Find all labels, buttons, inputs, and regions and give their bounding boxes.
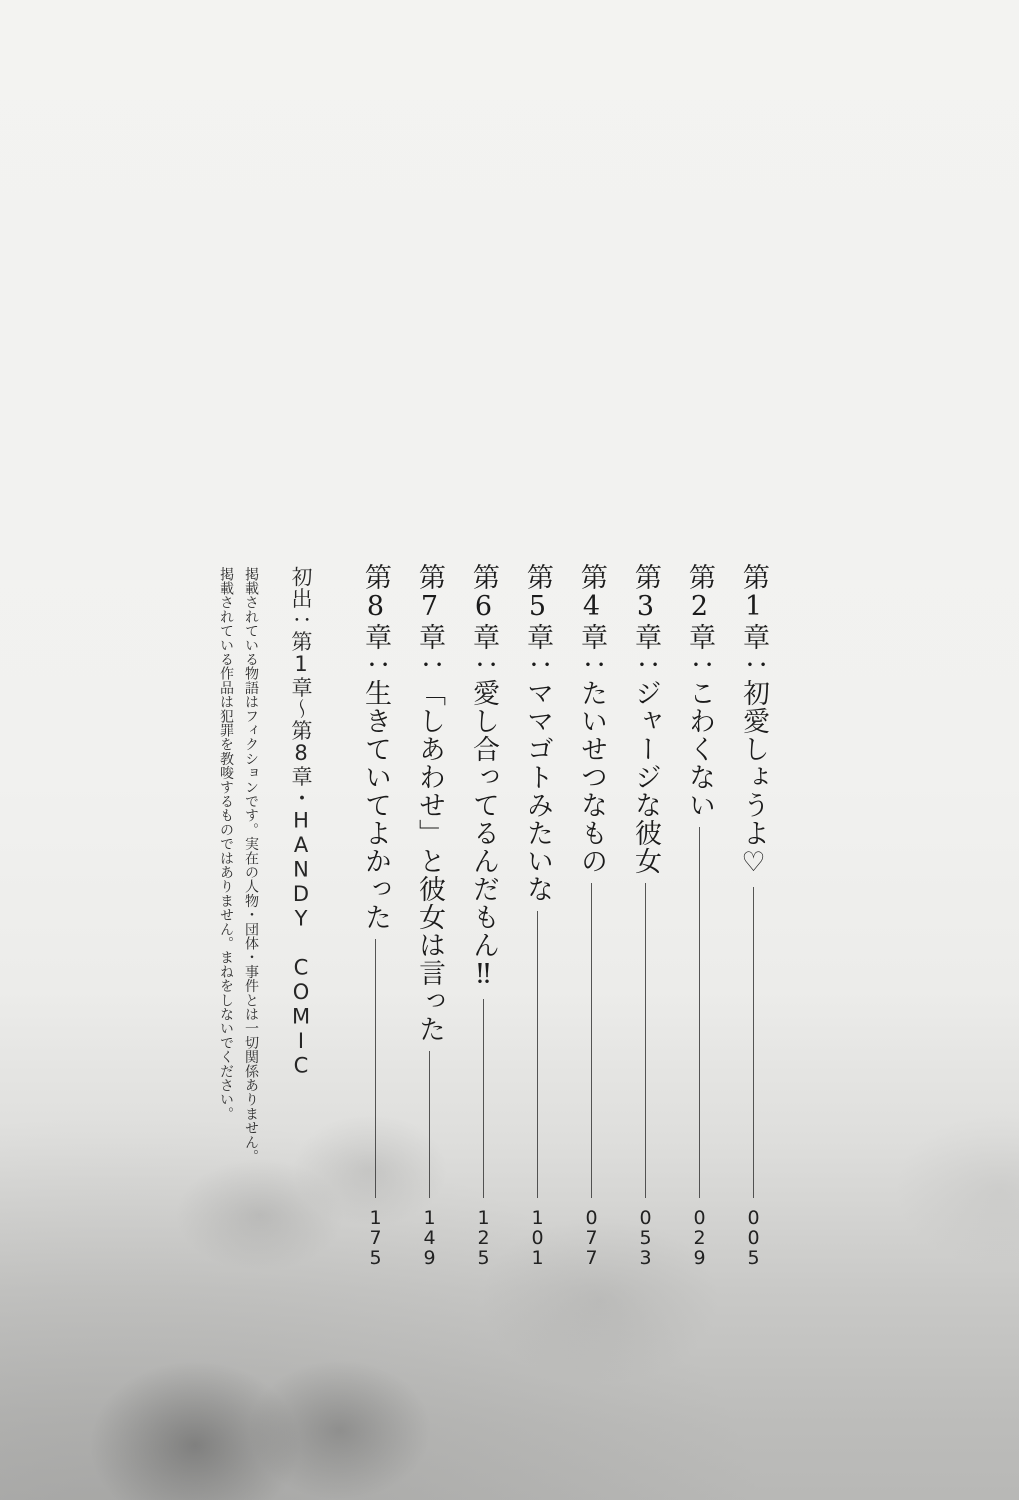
chapter-title: 第8章：生きていてよかった [360, 563, 391, 931]
chapter-title: 第6章：愛し合ってるんだもん‼ [468, 563, 499, 991]
leader-line [645, 883, 647, 1198]
first-publication-note: 初出：第1章～第8章・HANDY COMIC [289, 566, 313, 1078]
disclaimer-fiction: 掲載されている物語はフィクションです。実在の人物・団体・事件とは一切関係ありません。 [243, 567, 259, 1164]
page-number: 053 [634, 1207, 657, 1267]
leader-line [537, 911, 539, 1198]
toc-entry-chapter-8 [360, 563, 391, 1267]
toc-list [360, 563, 769, 1267]
chapter-title: 第7章：「しあわせ」と彼女は言った [414, 563, 445, 1043]
toc-entry-chapter-2 [684, 563, 715, 1267]
leader-line [429, 1051, 431, 1198]
leader-line [753, 887, 755, 1198]
chapter-title: 第3章：ジャージな彼女 [630, 563, 661, 875]
leader-line [699, 827, 701, 1198]
toc-entry-chapter-6 [468, 563, 499, 1267]
page-number: 005 [742, 1207, 765, 1267]
chapter-title: 第5章：ママゴトみたいな [522, 563, 553, 903]
chapter-title: 第1章：初愛しょうよ♡ [738, 563, 769, 879]
chapter-title: 第4章：たいせつなもの [576, 563, 607, 875]
toc-entry-chapter-3 [630, 563, 661, 1267]
toc-entry-chapter-4 [576, 563, 607, 1267]
toc-entry-chapter-5 [522, 563, 553, 1267]
page-number: 077 [580, 1207, 603, 1267]
chapter-title: 第2章：こわくない [684, 563, 715, 819]
page-number: 101 [526, 1207, 549, 1267]
disclaimer-block [213, 567, 263, 1192]
page-number: 149 [418, 1207, 441, 1267]
disclaimer-crime: 掲載されている作品は犯罪を教唆するものではありません。まねをしないでください。 [218, 567, 234, 1121]
toc-entry-chapter-1 [738, 563, 769, 1267]
page-number: 175 [364, 1207, 387, 1267]
leader-line [483, 999, 485, 1198]
leader-line [591, 883, 593, 1198]
page-number: 125 [472, 1207, 495, 1267]
leader-line [375, 939, 377, 1198]
toc-entry-chapter-7 [414, 563, 445, 1267]
page-number: 029 [688, 1207, 711, 1267]
